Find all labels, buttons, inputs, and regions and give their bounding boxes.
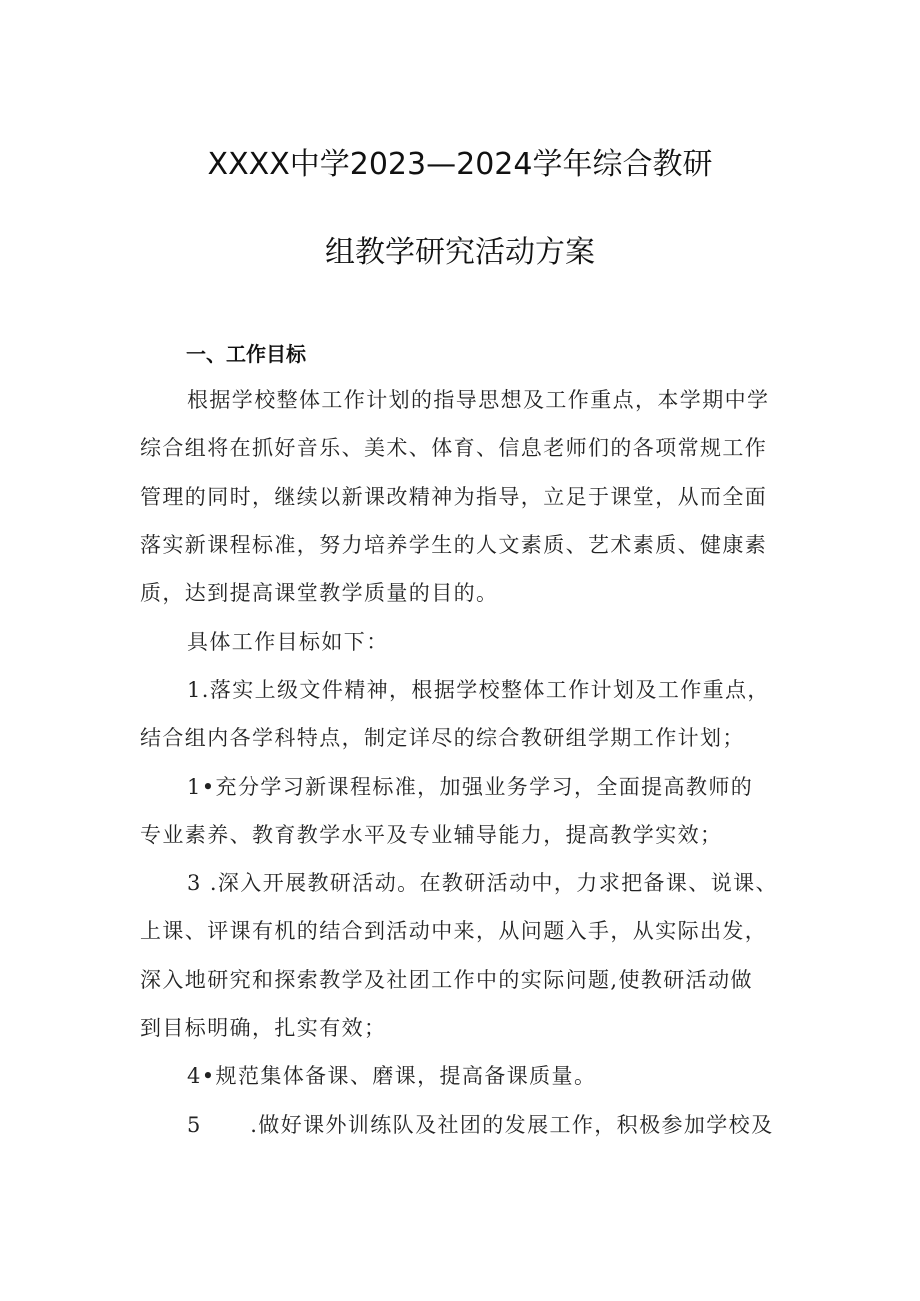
list-item-line: 专业素养、教育教学水平及专业辅导能力，提高教学实效； (140, 823, 723, 847)
paragraph-line: 管理的同时，继续以新课改精神为指导，立足于课堂，从而全面 (140, 485, 768, 509)
list-item-line: 4•规范集体备课、磨课，提高备课质量。 (187, 1064, 597, 1088)
paragraph-line: 质，达到提高课堂教学质量的目的。 (140, 581, 499, 605)
list-item-line: 上课、评课有机的结合到活动中来，从问题入手，从实际出发， (140, 919, 768, 943)
list-item-line: 1.落实上级文件精神，根据学校整体工作计划及工作重点， (187, 678, 770, 702)
list-item-line: 1•充分学习新课程标准，加强业务学习，全面提高教师的 (187, 775, 754, 799)
document-title-line-1: XXXX中学2023—2024学年综合教研 (207, 147, 713, 182)
paragraph-line: 综合组将在抓好音乐、美术、体育、信息老师们的各项常规工作 (140, 436, 768, 460)
document-title-line-2: 组教学研究活动方案 (325, 235, 595, 270)
list-item-line: 结合组内各学科特点，制定详尽的综合教研组学期工作计划； (140, 726, 745, 750)
goals-intro: 具体工作目标如下： (187, 630, 389, 654)
paragraph-line: 根据学校整体工作计划的指导思想及工作重点，本学期中学 (187, 388, 770, 412)
list-item-line: 5 .做好课外训练队及社团的发展工作，积极参加学校及 (187, 1113, 774, 1137)
list-item-line: 3 .深入开展教研活动。在教研活动中，力求把备课、说课、 (187, 871, 778, 895)
paragraph-line: 落实新课程标准，努力培养学生的人文素质、艺术素质、健康素 (140, 533, 768, 557)
list-item-line: 深入地研究和探索教学及社团工作中的实际问题,使教研活动做 (140, 968, 753, 992)
section-heading-work-goals: 一、工作目标 (186, 342, 306, 366)
list-item-line: 到目标明确，扎实有效； (140, 1016, 387, 1040)
